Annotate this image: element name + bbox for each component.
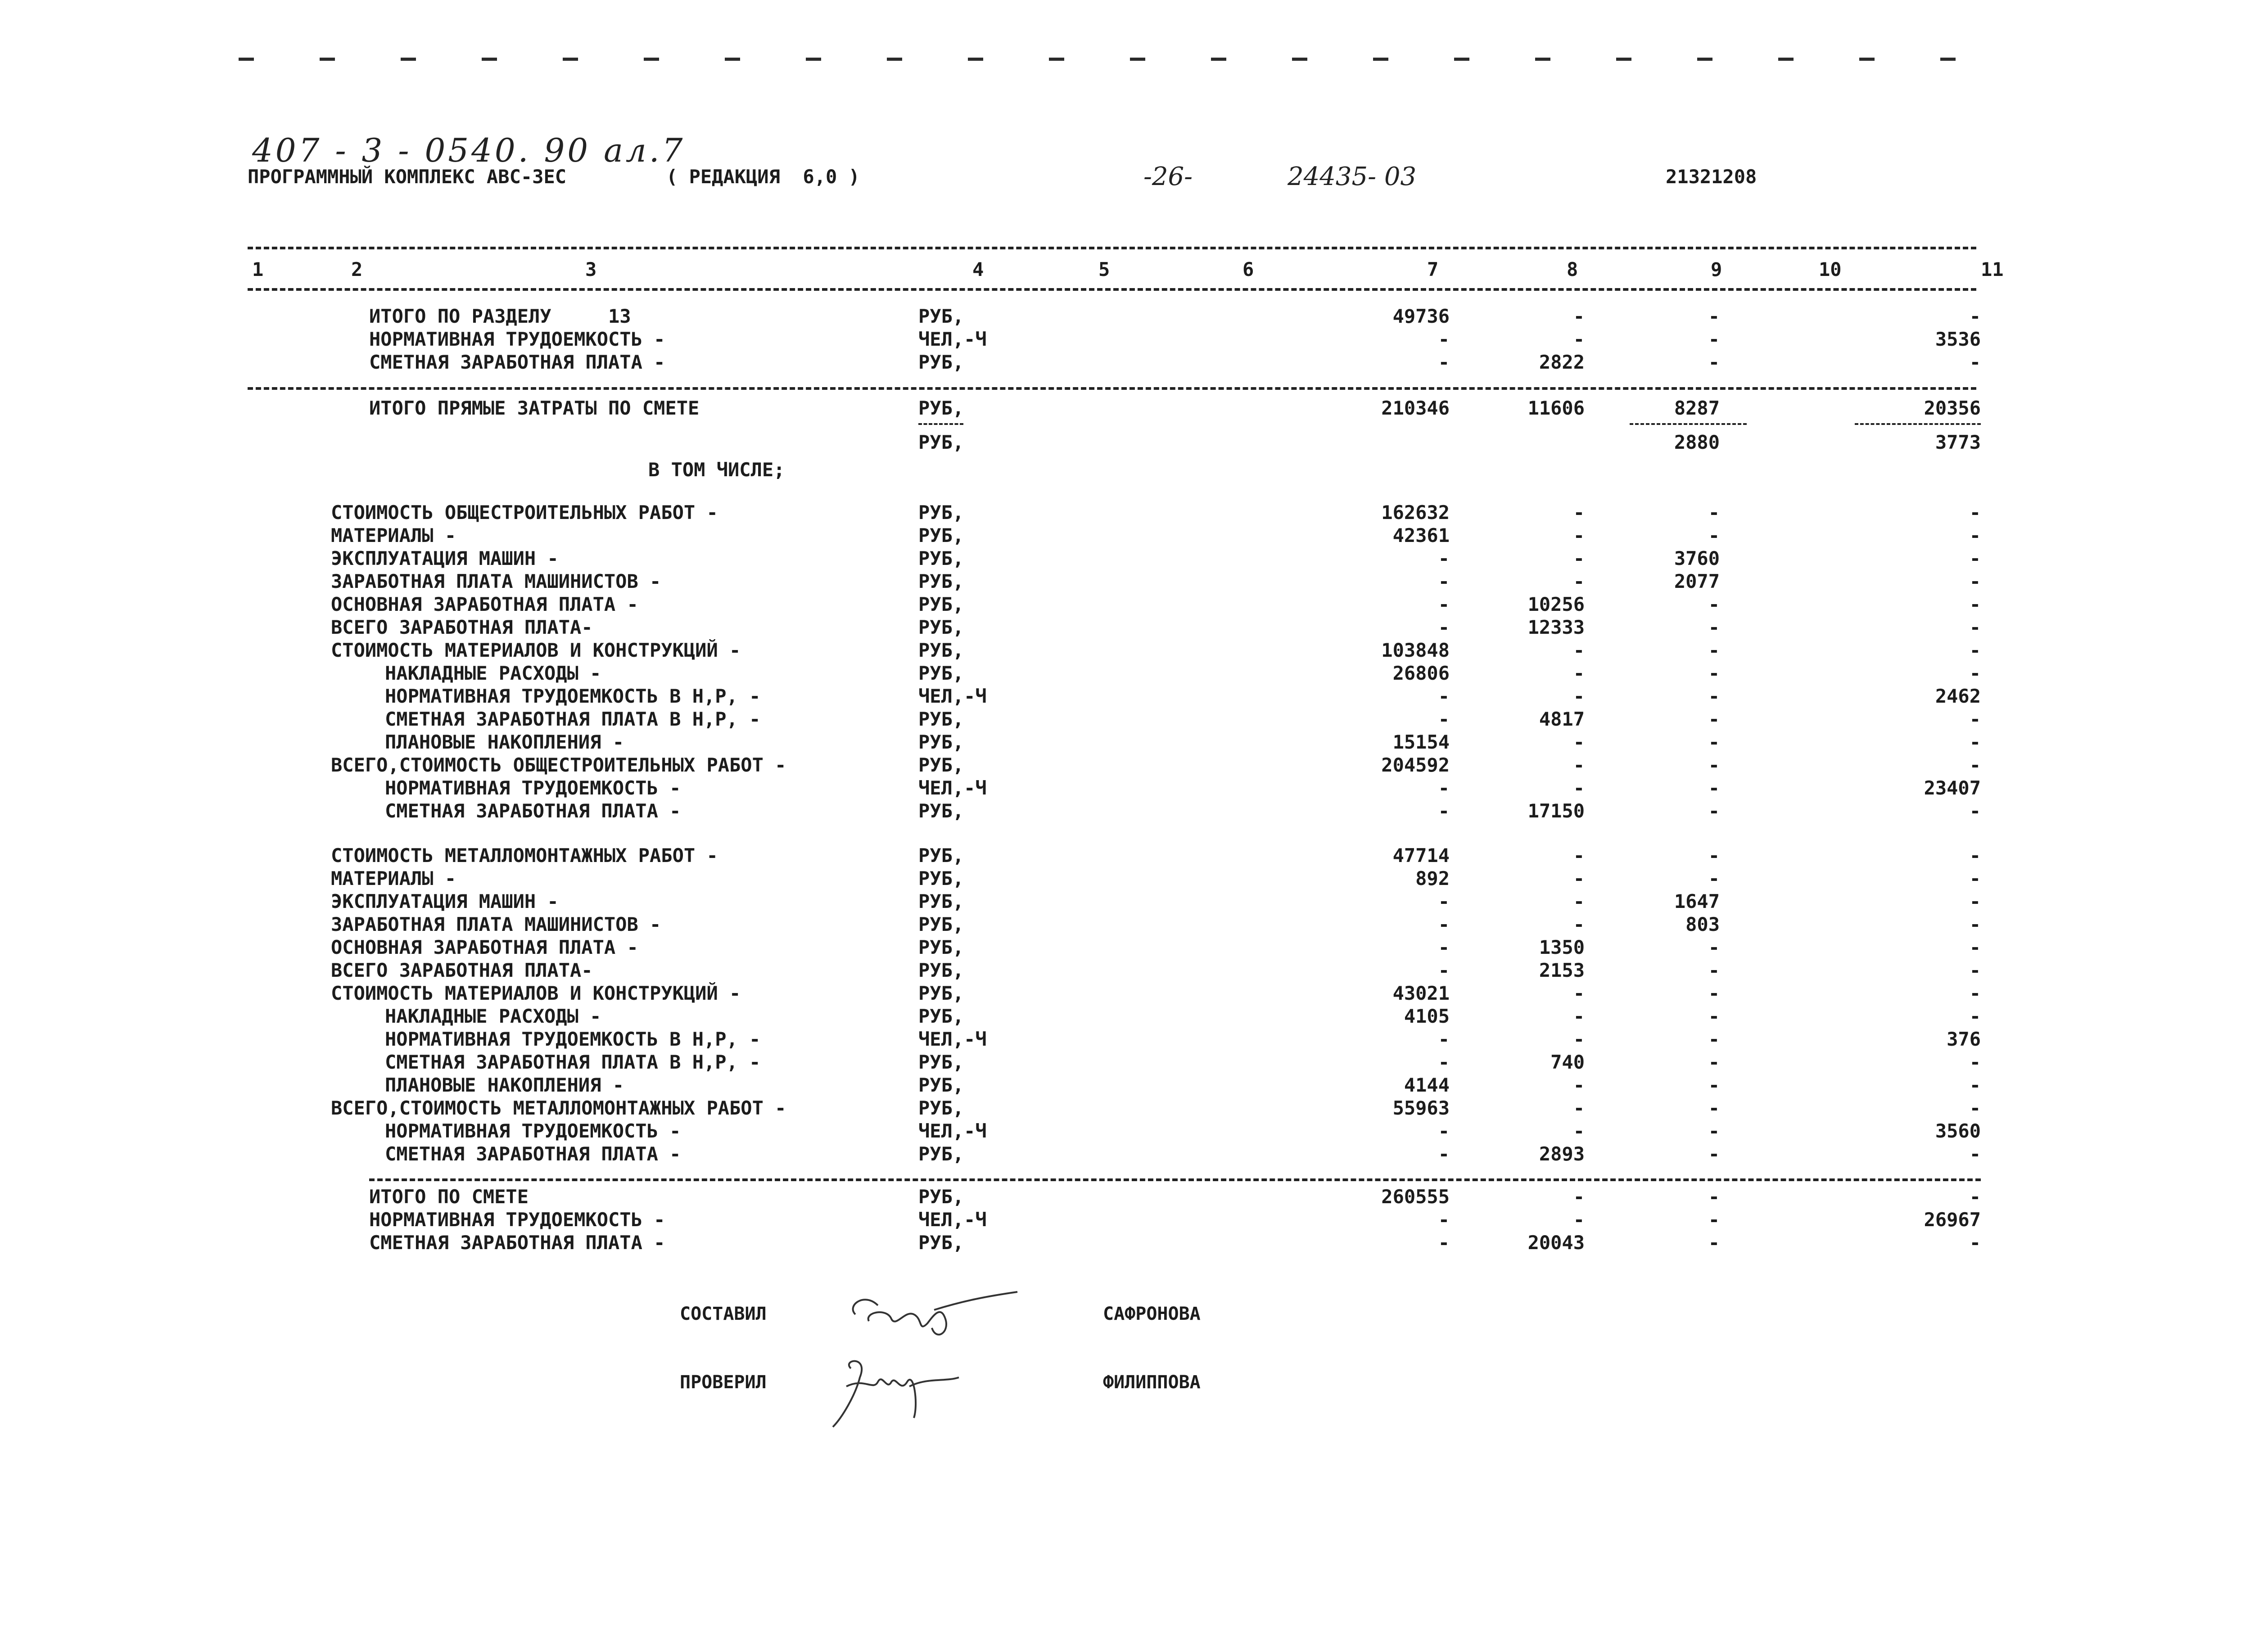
subtotal-rule	[1630, 423, 1747, 425]
dash-mark	[239, 58, 254, 61]
row-value-c8: -	[1573, 777, 1585, 799]
row-value-c8: -	[1573, 1209, 1585, 1231]
row-value-c8: 20043	[1527, 1232, 1585, 1254]
row-label: ВСЕГО,СТОИМОСТЬ ОБЩЕСТРОИТЕЛЬНЫХ РАБОТ -	[331, 754, 786, 776]
row-label: СМЕТНАЯ ЗАРАБОТНАЯ ПЛАТА -	[369, 1232, 665, 1254]
dash-mark	[482, 58, 497, 61]
dash-mark	[1049, 58, 1064, 61]
compiled-by-label: СОСТАВИЛ	[680, 1304, 767, 1324]
row-value-c7: 55963	[1392, 1097, 1450, 1119]
row-value-c8: -	[1573, 305, 1585, 327]
edition-label: ( РЕДАКЦИЯ 6,0 )	[666, 166, 860, 188]
row-unit: РУБ,	[918, 524, 964, 546]
row-value-c7: 15154	[1392, 731, 1450, 753]
row-unit: РУБ,	[918, 593, 964, 615]
row-value-c7: 42361	[1392, 524, 1450, 546]
row-value-c8: 2153	[1539, 959, 1585, 981]
row-unit: РУБ,	[918, 351, 964, 373]
row-label: СТОИМОСТЬ МАТЕРИАЛОВ И КОНСТРУКЦИЙ -	[331, 639, 741, 661]
row-unit: РУБ,	[918, 616, 964, 638]
row-value-c11: 23407	[1924, 777, 1981, 799]
table-top-rule	[248, 247, 1976, 249]
row-label: СТОИМОСТЬ ОБЩЕСТРОИТЕЛЬНЫХ РАБОТ -	[331, 501, 718, 524]
row-value-c8: -	[1573, 1186, 1585, 1208]
row-unit: РУБ,	[918, 1051, 964, 1073]
dash-mark	[1859, 58, 1875, 61]
row-value-c8: -	[1573, 731, 1585, 753]
subtotal-rule	[918, 423, 963, 425]
row-value-c8: -	[1573, 1074, 1585, 1096]
row-unit: РУБ,	[918, 397, 964, 419]
row-unit: ЧЕЛ,-Ч	[918, 685, 987, 707]
column-header: 4	[972, 258, 984, 280]
column-header: 7	[1427, 258, 1439, 280]
row-value-c9: -	[1708, 959, 1720, 981]
row-unit: РУБ,	[918, 844, 964, 867]
row-value-c8: -	[1573, 1005, 1585, 1027]
row-value-c9: -	[1708, 1120, 1720, 1142]
row-label: СМЕТНАЯ ЗАРАБОТНАЯ ПЛАТА В Н,Р, -	[385, 1051, 761, 1073]
row-value-c7: 103848	[1381, 639, 1450, 661]
row-value-c7: -	[1438, 708, 1450, 730]
row-value-c7: -	[1438, 547, 1450, 569]
row-unit: РУБ,	[918, 305, 964, 327]
row-value-c9: -	[1708, 1143, 1720, 1165]
row-value-c8: -	[1573, 1097, 1585, 1119]
row-value-c11: -	[1969, 800, 1981, 822]
row-value-c9: 2880	[1674, 431, 1720, 453]
row-unit: РУБ,	[918, 639, 964, 661]
row-value-c8: -	[1573, 685, 1585, 707]
column-header: 10	[1819, 258, 1842, 280]
row-value-c8: 17150	[1527, 800, 1585, 822]
row-label: ВСЕГО,СТОИМОСТЬ МЕТАЛЛОМОНТАЖНЫХ РАБОТ -	[331, 1097, 786, 1119]
row-value-c11: -	[1969, 616, 1981, 638]
row-value-c9: -	[1708, 328, 1720, 350]
column-header: 6	[1242, 258, 1254, 280]
dash-mark	[320, 58, 335, 61]
row-value-c11: -	[1969, 547, 1981, 569]
row-value-c9: -	[1708, 936, 1720, 958]
row-value-c7: -	[1438, 1143, 1450, 1165]
row-unit: РУБ,	[918, 913, 964, 935]
row-value-c7: -	[1438, 913, 1450, 935]
checked-signature-icon	[824, 1350, 986, 1431]
row-value-c8: 10256	[1527, 593, 1585, 615]
row-value-c7: -	[1438, 1028, 1450, 1050]
dash-mark	[1940, 58, 1956, 61]
handwritten-code: 407 - 3 - 0540. 90 ал.7	[252, 131, 686, 169]
row-value-c8: -	[1573, 501, 1585, 524]
row-label: В ТОМ ЧИСЛЕ;	[648, 459, 785, 481]
row-value-c7: 26806	[1392, 662, 1450, 684]
page-number: -26-	[1143, 162, 1193, 191]
program-title: ПРОГРАММНЫЙ КОМПЛЕКС АВС-3ЕС	[248, 166, 567, 188]
row-value-c8: 4817	[1539, 708, 1585, 730]
row-value-c11: -	[1969, 959, 1981, 981]
row-label: ОСНОВНАЯ ЗАРАБОТНАЯ ПЛАТА -	[331, 593, 638, 615]
row-value-c7: 49736	[1392, 305, 1450, 327]
row-value-c9: -	[1708, 982, 1720, 1004]
row-label: СМЕТНАЯ ЗАРАБОТНАЯ ПЛАТА В Н,Р, -	[385, 708, 761, 730]
row-value-c11: -	[1969, 639, 1981, 661]
row-value-c9: -	[1708, 1005, 1720, 1027]
dash-mark	[1697, 58, 1712, 61]
row-value-c7: 260555	[1381, 1186, 1450, 1208]
row-value-c11: -	[1969, 1186, 1981, 1208]
row-unit: РУБ,	[918, 547, 964, 569]
row-unit: РУБ,	[918, 936, 964, 958]
row-value-c8: -	[1573, 913, 1585, 935]
row-unit: РУБ,	[918, 754, 964, 776]
row-unit: РУБ,	[918, 431, 964, 453]
row-label: ЗАРАБОТНАЯ ПЛАТА МАШИНИСТОВ -	[331, 913, 661, 935]
row-value-c8: -	[1573, 844, 1585, 867]
row-unit: РУБ,	[918, 890, 964, 912]
row-value-c11: -	[1969, 754, 1981, 776]
row-label: НОРМАТИВНАЯ ТРУДОЕМКОСТЬ В Н,Р, -	[385, 685, 761, 707]
row-unit: РУБ,	[918, 662, 964, 684]
column-header: 11	[1981, 258, 2004, 280]
row-value-c11: -	[1969, 936, 1981, 958]
row-value-c8: -	[1573, 754, 1585, 776]
row-label: ИТОГО ПРЯМЫЕ ЗАТРАТЫ ПО СМЕТЕ	[369, 397, 700, 419]
row-value-c7: -	[1438, 616, 1450, 638]
column-header: 3	[585, 258, 597, 280]
row-value-c9: -	[1708, 867, 1720, 889]
dash-mark	[1535, 58, 1550, 61]
row-unit: РУБ,	[918, 570, 964, 592]
document-code: 21321208	[1666, 166, 1757, 188]
row-value-c9: -	[1708, 1028, 1720, 1050]
row-value-c11: -	[1969, 351, 1981, 373]
row-value-c9: 1647	[1674, 890, 1720, 912]
row-value-c8: 2893	[1539, 1143, 1585, 1165]
row-label: НОРМАТИВНАЯ ТРУДОЕМКОСТЬ -	[369, 1209, 665, 1231]
row-value-c8: -	[1573, 982, 1585, 1004]
row-label: ПЛАНОВЫЕ НАКОПЛЕНИЯ -	[385, 731, 624, 753]
row-value-c9: -	[1708, 1051, 1720, 1073]
row-unit: РУБ,	[918, 708, 964, 730]
dash-mark	[887, 58, 902, 61]
row-label: СМЕТНАЯ ЗАРАБОТНАЯ ПЛАТА -	[369, 351, 665, 373]
row-value-c7: -	[1438, 328, 1450, 350]
row-value-c9: -	[1708, 1232, 1720, 1254]
row-unit: РУБ,	[918, 1097, 964, 1119]
row-value-c7: 4144	[1404, 1074, 1450, 1096]
row-unit: РУБ,	[918, 1186, 964, 1208]
row-value-c8: 12333	[1527, 616, 1585, 638]
column-header: 5	[1098, 258, 1110, 280]
row-unit: РУБ,	[918, 1143, 964, 1165]
row-value-c7: -	[1438, 959, 1450, 981]
row-value-c7: 43021	[1392, 982, 1450, 1004]
row-label: НОРМАТИВНАЯ ТРУДОЕМКОСТЬ В Н,Р, -	[385, 1028, 761, 1050]
row-label: ОСНОВНАЯ ЗАРАБОТНАЯ ПЛАТА -	[331, 936, 638, 958]
dash-mark	[563, 58, 578, 61]
row-value-c8: -	[1573, 328, 1585, 350]
row-label: НАКЛАДНЫЕ РАСХОДЫ -	[385, 1005, 601, 1027]
row-value-c8: 1350	[1539, 936, 1585, 958]
row-unit: РУБ,	[918, 982, 964, 1004]
row-label: МАТЕРИАЛЫ -	[331, 867, 456, 889]
row-label: НОРМАТИВНАЯ ТРУДОЕМКОСТЬ -	[385, 1120, 681, 1142]
row-value-c7: -	[1438, 800, 1450, 822]
subtotal-rule	[1855, 423, 1981, 425]
row-unit: ЧЕЛ,-Ч	[918, 328, 987, 350]
row-value-c11: -	[1969, 1074, 1981, 1096]
row-value-c11: 26967	[1924, 1209, 1981, 1231]
row-value-c11: -	[1969, 867, 1981, 889]
row-value-c8: 2822	[1539, 351, 1585, 373]
row-label: СМЕТНАЯ ЗАРАБОТНАЯ ПЛАТА -	[385, 1143, 681, 1165]
row-value-c11: -	[1969, 1051, 1981, 1073]
row-value-c7: 162632	[1381, 501, 1450, 524]
row-value-c11: -	[1969, 708, 1981, 730]
row-value-c11: -	[1969, 890, 1981, 912]
row-value-c11: -	[1969, 1232, 1981, 1254]
dash-mark	[968, 58, 983, 61]
dash-mark	[1211, 58, 1226, 61]
row-value-c7: -	[1438, 1209, 1450, 1231]
row-value-c8: 11606	[1527, 397, 1585, 419]
dash-mark	[1616, 58, 1631, 61]
row-label: ИТОГО ПО СМЕТЕ	[369, 1186, 529, 1208]
section-rule	[369, 1178, 1981, 1181]
row-value-c8: -	[1573, 1028, 1585, 1050]
row-value-c8: -	[1573, 890, 1585, 912]
row-unit: РУБ,	[918, 731, 964, 753]
row-value-c9: -	[1708, 777, 1720, 799]
row-value-c8: -	[1573, 570, 1585, 592]
row-value-c9: -	[1708, 662, 1720, 684]
row-value-c9: -	[1708, 731, 1720, 753]
row-value-c11: 3773	[1935, 431, 1981, 453]
header-bottom-rule	[248, 288, 1976, 291]
row-label: СТОИМОСТЬ МЕТАЛЛОМОНТАЖНЫХ РАБОТ -	[331, 844, 718, 867]
row-value-c9: 3760	[1674, 547, 1720, 569]
row-value-c7: -	[1438, 1232, 1450, 1254]
row-value-c9: -	[1708, 800, 1720, 822]
row-value-c7: -	[1438, 777, 1450, 799]
row-label: ВСЕГО ЗАРАБОТНАЯ ПЛАТА-	[331, 616, 593, 638]
row-value-c8: -	[1573, 867, 1585, 889]
row-value-c11: 3536	[1935, 328, 1981, 350]
row-value-c9: -	[1708, 305, 1720, 327]
row-value-c7: 210346	[1381, 397, 1450, 419]
row-value-c7: 892	[1415, 867, 1450, 889]
row-unit: РУБ,	[918, 959, 964, 981]
row-label: ПЛАНОВЫЕ НАКОПЛЕНИЯ -	[385, 1074, 624, 1096]
row-unit: РУБ,	[918, 501, 964, 524]
row-value-c9: -	[1708, 501, 1720, 524]
column-header: 8	[1567, 258, 1578, 280]
row-unit: ЧЕЛ,-Ч	[918, 1120, 987, 1142]
row-value-c9: 8287	[1674, 397, 1720, 419]
row-unit: РУБ,	[918, 867, 964, 889]
row-unit: ЧЕЛ,-Ч	[918, 777, 987, 799]
row-label: ИТОГО ПО РАЗДЕЛУ 13	[369, 305, 631, 327]
dash-mark	[1373, 58, 1388, 61]
row-value-c9: -	[1708, 1097, 1720, 1119]
row-value-c9: -	[1708, 844, 1720, 867]
row-unit: РУБ,	[918, 1074, 964, 1096]
row-value-c7: -	[1438, 570, 1450, 592]
row-value-c11: -	[1969, 1143, 1981, 1165]
row-value-c9: -	[1708, 685, 1720, 707]
row-value-c8: -	[1573, 1120, 1585, 1142]
row-label: СТОИМОСТЬ МАТЕРИАЛОВ И КОНСТРУКЦИЙ -	[331, 982, 741, 1004]
row-value-c9: -	[1708, 1074, 1720, 1096]
row-unit: РУБ,	[918, 1232, 964, 1254]
dash-mark	[1778, 58, 1794, 61]
checked-by-name: ФИЛИППОВА	[1103, 1372, 1201, 1393]
row-value-c9: -	[1708, 1209, 1720, 1231]
row-value-c11: -	[1969, 524, 1981, 546]
row-label: ВСЕГО ЗАРАБОТНАЯ ПЛАТА-	[331, 959, 593, 981]
row-value-c11: 3560	[1935, 1120, 1981, 1142]
row-unit: РУБ,	[918, 1005, 964, 1027]
row-value-c8: -	[1573, 639, 1585, 661]
row-value-c11: -	[1969, 501, 1981, 524]
row-value-c11: 20356	[1924, 397, 1981, 419]
row-label: НОРМАТИВНАЯ ТРУДОЕМКОСТЬ -	[385, 777, 681, 799]
row-value-c7: -	[1438, 936, 1450, 958]
handwritten-number: 24435- 03	[1288, 162, 1417, 191]
row-label: МАТЕРИАЛЫ -	[331, 524, 456, 546]
row-value-c9: -	[1708, 616, 1720, 638]
column-header: 9	[1711, 258, 1722, 280]
row-value-c11: -	[1969, 662, 1981, 684]
row-value-c7: -	[1438, 351, 1450, 373]
row-value-c11: -	[1969, 1097, 1981, 1119]
dash-mark	[806, 58, 821, 61]
row-value-c7: -	[1438, 1051, 1450, 1073]
row-unit: ЧЕЛ,-Ч	[918, 1209, 987, 1231]
dash-mark	[1292, 58, 1307, 61]
row-unit: РУБ,	[918, 800, 964, 822]
row-value-c9: 2077	[1674, 570, 1720, 592]
column-header: 2	[351, 258, 363, 280]
row-value-c9: -	[1708, 524, 1720, 546]
section-rule	[248, 387, 1976, 390]
row-value-c9: -	[1708, 639, 1720, 661]
row-value-c11: -	[1969, 570, 1981, 592]
row-value-c7: 47714	[1392, 844, 1450, 867]
row-value-c7: -	[1438, 593, 1450, 615]
row-value-c7: -	[1438, 890, 1450, 912]
row-value-c9: -	[1708, 754, 1720, 776]
row-value-c8: -	[1573, 547, 1585, 569]
row-label: НАКЛАДНЫЕ РАСХОДЫ -	[385, 662, 601, 684]
row-value-c9: 803	[1685, 913, 1720, 935]
top-dash-line	[239, 58, 1994, 68]
row-value-c11: -	[1969, 913, 1981, 935]
dash-mark	[401, 58, 416, 61]
dash-mark	[1454, 58, 1469, 61]
row-value-c11: -	[1969, 731, 1981, 753]
row-value-c9: -	[1708, 708, 1720, 730]
row-value-c9: -	[1708, 1186, 1720, 1208]
row-label: ЗАРАБОТНАЯ ПЛАТА МАШИНИСТОВ -	[331, 570, 661, 592]
row-label: СМЕТНАЯ ЗАРАБОТНАЯ ПЛАТА -	[385, 800, 681, 822]
row-label: НОРМАТИВНАЯ ТРУДОЕМКОСТЬ -	[369, 328, 665, 350]
row-value-c11: -	[1969, 844, 1981, 867]
row-value-c7: 4105	[1404, 1005, 1450, 1027]
row-value-c7: -	[1438, 685, 1450, 707]
row-value-c11: -	[1969, 982, 1981, 1004]
dash-mark	[725, 58, 740, 61]
row-value-c11: -	[1969, 305, 1981, 327]
checked-by-label: ПРОВЕРИЛ	[680, 1372, 767, 1393]
dash-mark	[1130, 58, 1145, 61]
row-value-c8: 740	[1550, 1051, 1585, 1073]
row-label: ЭКСПЛУАТАЦИЯ МАШИН -	[331, 890, 559, 912]
dash-mark	[644, 58, 659, 61]
row-value-c9: -	[1708, 593, 1720, 615]
row-value-c8: -	[1573, 524, 1585, 546]
row-value-c7: -	[1438, 1120, 1450, 1142]
row-value-c9: -	[1708, 351, 1720, 373]
row-label: ЭКСПЛУАТАЦИЯ МАШИН -	[331, 547, 559, 569]
compiled-by-name: САФРОНОВА	[1103, 1304, 1201, 1324]
row-value-c8: -	[1573, 662, 1585, 684]
row-value-c11: 2462	[1935, 685, 1981, 707]
row-value-c7: 204592	[1381, 754, 1450, 776]
row-value-c11: 376	[1947, 1028, 1981, 1050]
compiled-signature-icon	[837, 1287, 1026, 1346]
row-unit: ЧЕЛ,-Ч	[918, 1028, 987, 1050]
column-header: 1	[252, 258, 264, 280]
row-value-c11: -	[1969, 1005, 1981, 1027]
row-value-c11: -	[1969, 593, 1981, 615]
